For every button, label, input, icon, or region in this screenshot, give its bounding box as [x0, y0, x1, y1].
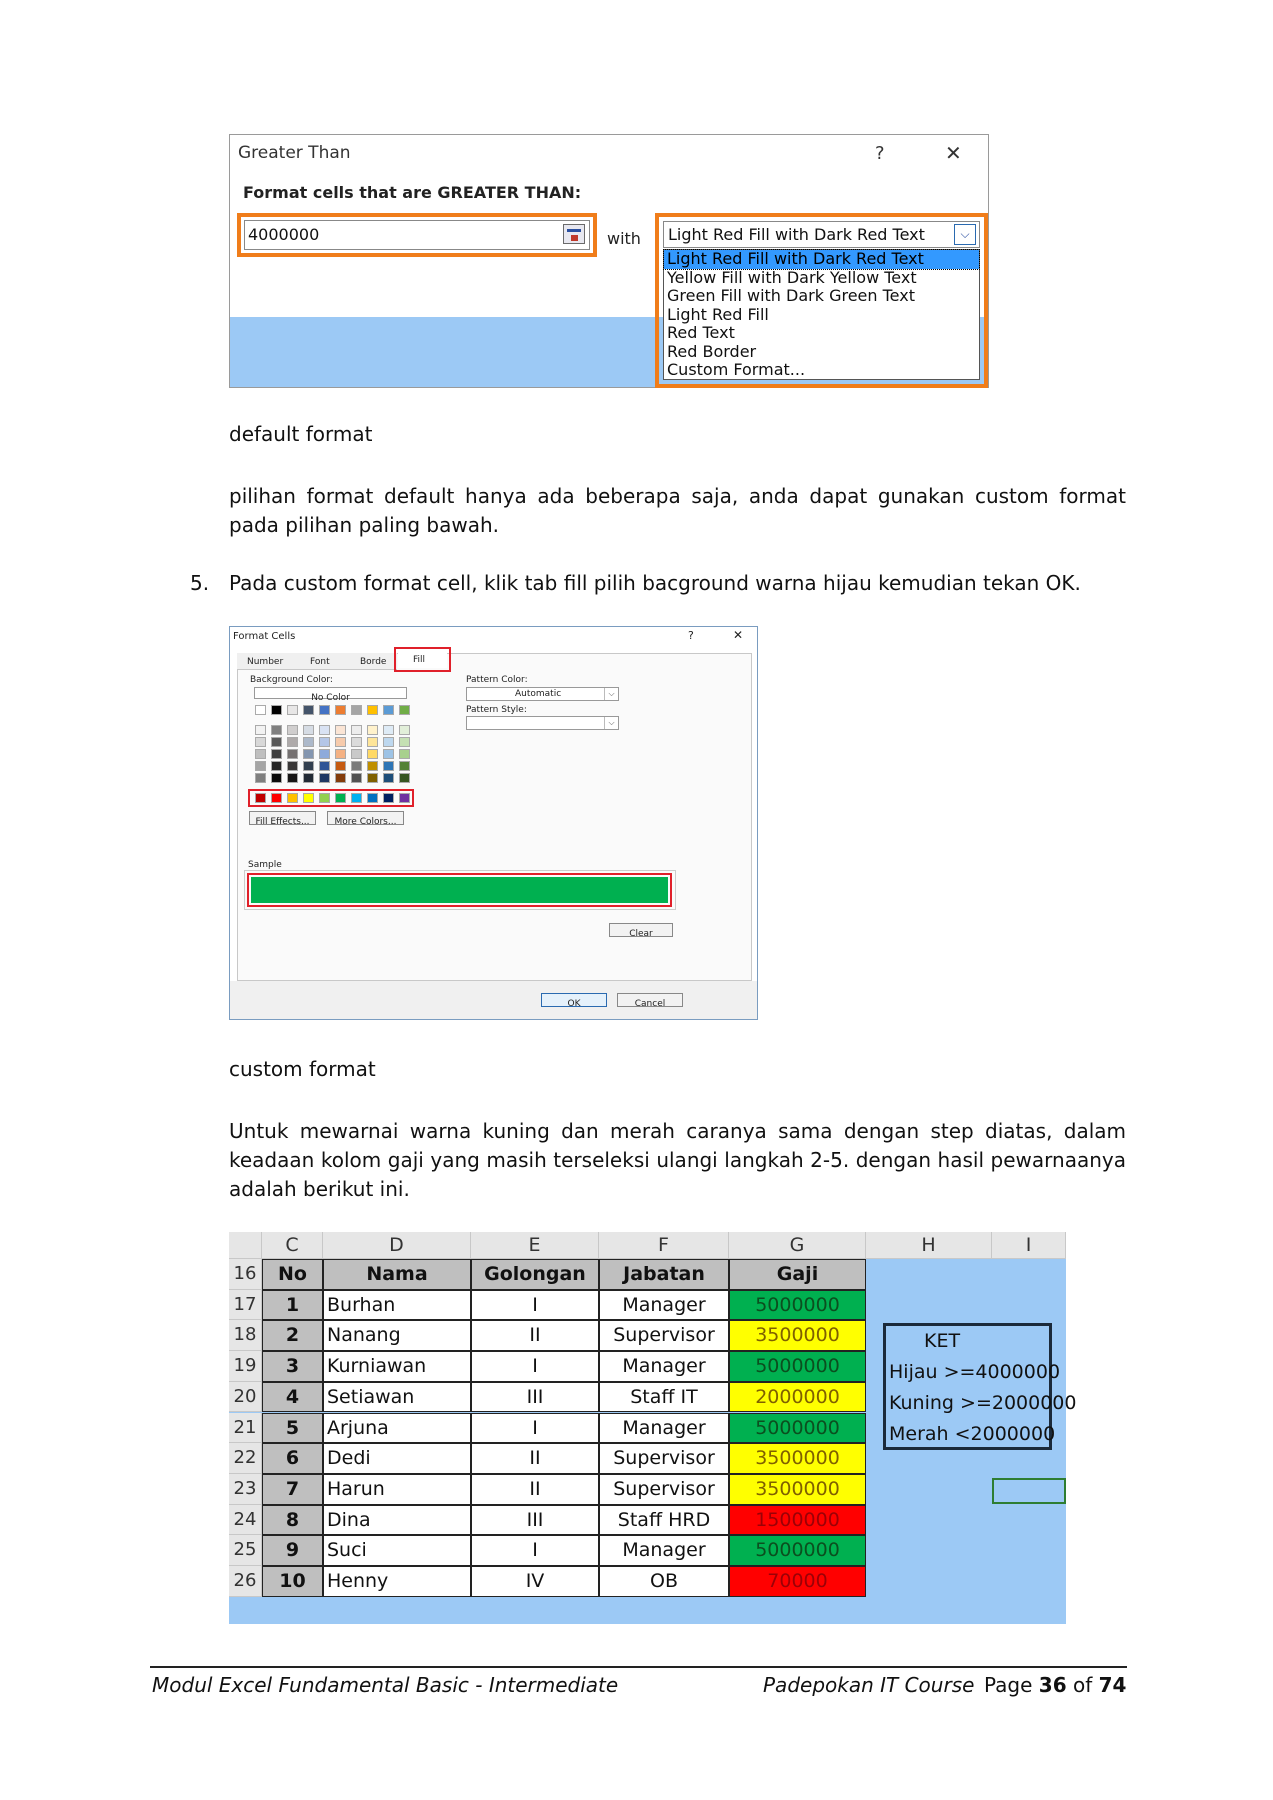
cell-golongan[interactable]: III	[471, 1505, 599, 1536]
cell-gaji[interactable]: 3500000	[729, 1320, 866, 1351]
color-swatch[interactable]	[319, 725, 330, 735]
color-swatch[interactable]	[255, 773, 266, 783]
color-swatch[interactable]	[303, 773, 314, 783]
format-option[interactable]: Red Border	[667, 341, 757, 361]
color-swatch[interactable]	[367, 725, 378, 735]
cell-golongan[interactable]: I	[471, 1290, 599, 1321]
table-header-cell[interactable]: Golongan	[471, 1259, 599, 1290]
more-colors-button[interactable]: More Colors...	[327, 811, 404, 825]
color-swatch[interactable]	[287, 725, 298, 735]
color-swatch[interactable]	[351, 761, 362, 771]
cell-gaji[interactable]: 3500000	[729, 1474, 866, 1505]
value-input[interactable]	[244, 220, 590, 250]
color-swatch[interactable]	[335, 705, 346, 715]
format-option[interactable]: Green Fill with Dark Green Text	[667, 286, 915, 305]
cell-nama[interactable]: Setiawan	[323, 1382, 471, 1413]
cell-nama[interactable]: Nanang	[323, 1320, 471, 1351]
row-header[interactable]: 25	[229, 1535, 262, 1566]
column-header[interactable]: F	[599, 1232, 729, 1259]
cell-jabatan[interactable]: Supervisor	[599, 1474, 729, 1505]
ket-legend	[883, 1323, 1077, 1450]
cell-no[interactable]: 10	[262, 1566, 323, 1597]
color-swatch[interactable]	[351, 749, 362, 759]
table-header-cell[interactable]: No	[262, 1259, 323, 1290]
row-header[interactable]: 22	[229, 1443, 262, 1474]
cell-nama[interactable]: Harun	[323, 1474, 471, 1505]
color-swatch[interactable]	[271, 725, 282, 735]
cancel-button[interactable]: Cancel	[617, 993, 683, 1007]
table-header-cell[interactable]: Gaji	[729, 1259, 866, 1290]
color-swatch[interactable]	[335, 725, 346, 735]
cell-gaji[interactable]: 3500000	[729, 1443, 866, 1474]
tab-fill[interactable]: Fill	[398, 650, 447, 668]
chevron-down-icon[interactable]: ⌵	[604, 688, 618, 700]
column-header[interactable]: G	[729, 1232, 866, 1259]
cell-nama[interactable]: Dedi	[323, 1443, 471, 1474]
color-swatch[interactable]	[335, 773, 346, 783]
fill-effects-button[interactable]: Fill Effects...	[249, 811, 316, 825]
color-swatch[interactable]	[399, 773, 410, 783]
ket-line: Kuning >=2000000	[889, 1391, 1077, 1414]
help-icon[interactable]: ?	[875, 143, 885, 164]
color-swatch[interactable]	[335, 749, 346, 759]
color-swatch[interactable]	[271, 761, 282, 771]
color-swatch[interactable]	[255, 725, 266, 735]
color-swatch[interactable]	[383, 773, 394, 783]
cell-gaji[interactable]: 5000000	[729, 1413, 866, 1444]
row-header[interactable]: 16	[229, 1259, 262, 1290]
pattern-style-label: Pattern Style:	[466, 705, 527, 715]
cell-jabatan[interactable]: Manager	[599, 1535, 729, 1566]
column-header[interactable]: H	[866, 1232, 992, 1259]
color-swatch[interactable]	[351, 737, 362, 747]
sheet-corner[interactable]	[229, 1232, 262, 1259]
sample-preview	[251, 877, 668, 903]
color-swatch[interactable]	[351, 725, 362, 735]
clear-button[interactable]: Clear	[609, 923, 673, 937]
format-select[interactable]	[663, 221, 980, 248]
cell-golongan[interactable]: I	[471, 1413, 599, 1444]
cell-jabatan[interactable]: Staff IT	[599, 1382, 729, 1413]
color-swatch[interactable]	[255, 749, 266, 759]
cell-no[interactable]: 6	[262, 1443, 323, 1474]
ket-line: Hijau >=4000000	[889, 1361, 1061, 1384]
paragraph-2: Untuk mewarnai warna kuning dan merah caranya sama dengan step diatas, dalam keadaan kolom gaji yang masih terseleksi ulangi langkah 2-5. dengan hasil pewarnaanya adalah berikut ini.	[229, 1119, 1126, 1201]
color-swatch[interactable]	[271, 749, 282, 759]
color-swatch[interactable]	[335, 761, 346, 771]
cell-nama[interactable]: Burhan	[323, 1290, 471, 1321]
color-swatch[interactable]	[383, 749, 394, 759]
column-header[interactable]: C	[262, 1232, 323, 1259]
color-swatch[interactable]	[367, 737, 378, 747]
cell-golongan[interactable]: IV	[471, 1566, 599, 1597]
color-swatch[interactable]	[351, 705, 362, 715]
color-swatch[interactable]	[255, 761, 266, 771]
column-header[interactable]: E	[471, 1232, 599, 1259]
paragraph-1: pilihan format default hanya ada beberapa saja, anda dapat gunakan custom format pada pilihan paling bawah.	[229, 484, 1126, 537]
color-swatch[interactable]	[287, 773, 298, 783]
standard-colors-highlight	[248, 789, 414, 807]
color-swatch[interactable]	[319, 705, 330, 715]
format-select-value: Light Red Fill with Dark Red Text	[668, 225, 925, 244]
color-swatch[interactable]	[367, 705, 378, 715]
color-swatch[interactable]	[335, 737, 346, 747]
footer-module-title: Modul Excel Fundamental Basic - Intermediate	[152, 1673, 619, 1697]
format-option[interactable]: Light Red Fill	[667, 304, 769, 324]
color-swatch[interactable]	[367, 773, 378, 783]
ket-title: KET	[924, 1330, 961, 1353]
row-header[interactable]: 26	[229, 1566, 262, 1597]
color-swatch[interactable]	[383, 737, 394, 747]
row-header[interactable]: 18	[229, 1320, 262, 1351]
color-swatch[interactable]	[287, 737, 298, 747]
color-swatch[interactable]	[303, 761, 314, 771]
ket-line: Merah <2000000	[889, 1422, 1056, 1445]
format-option[interactable]: Red Text	[667, 323, 735, 342]
dialog-title: Greater Than	[238, 143, 351, 163]
tab-number[interactable]: Number	[247, 657, 284, 667]
row-header[interactable]: 19	[229, 1351, 262, 1382]
greater-than-dialog	[229, 134, 989, 388]
color-swatch[interactable]	[303, 725, 314, 735]
color-swatch[interactable]	[383, 705, 394, 715]
cell-gaji[interactable]: 2000000	[729, 1382, 866, 1413]
color-swatch[interactable]	[367, 749, 378, 759]
color-swatch[interactable]	[287, 749, 298, 759]
cell-jabatan[interactable]: Supervisor	[599, 1320, 729, 1351]
cell-golongan[interactable]: II	[471, 1320, 599, 1351]
cell-no[interactable]: 7	[262, 1474, 323, 1505]
cell-jabatan[interactable]: Manager	[599, 1351, 729, 1382]
ok-button[interactable]: OK	[541, 993, 607, 1007]
close-icon[interactable]: ✕	[945, 141, 962, 165]
color-swatch[interactable]	[399, 705, 410, 715]
cell-gaji[interactable]: 70000	[729, 1566, 866, 1597]
cell-jabatan[interactable]: OB	[599, 1566, 729, 1597]
cell-no[interactable]: 3	[262, 1351, 323, 1382]
color-swatch[interactable]	[255, 705, 266, 715]
cell-no[interactable]: 8	[262, 1505, 323, 1536]
format-option[interactable]: Custom Format...	[667, 360, 806, 379]
format-cells-dialog	[229, 626, 758, 1020]
cell-jabatan[interactable]: Manager	[599, 1290, 729, 1321]
page-number: Page 36 of 74	[984, 1673, 1127, 1697]
color-swatch[interactable]	[399, 761, 410, 771]
color-swatch[interactable]	[271, 705, 282, 715]
cell-nama[interactable]: Dina	[323, 1505, 471, 1536]
tab-font[interactable]: Font	[310, 657, 330, 667]
close-icon[interactable]: ✕	[733, 628, 744, 642]
no-color-button[interactable]: No Color	[254, 687, 407, 699]
chevron-down-icon[interactable]: ⌵	[604, 717, 618, 729]
spreadsheet-result	[229, 1232, 1077, 1624]
chevron-down-icon[interactable]: ⌵	[954, 224, 976, 245]
cell-gaji[interactable]: 5000000	[729, 1535, 866, 1566]
color-swatch[interactable]	[255, 737, 266, 747]
format-option[interactable]: Light Red Fill with Dark Red Text	[664, 250, 979, 269]
cell-golongan[interactable]: III	[471, 1382, 599, 1413]
format-cells-title: Format Cells	[233, 631, 296, 642]
cell-no[interactable]: 2	[262, 1320, 323, 1351]
format-option[interactable]: Yellow Fill with Dark Yellow Text	[667, 267, 917, 287]
fill-tab-highlight	[394, 647, 451, 672]
row-header[interactable]: 21	[229, 1413, 262, 1444]
cell-golongan[interactable]: I	[471, 1351, 599, 1382]
sample-label: Sample	[248, 860, 282, 870]
cell-golongan[interactable]: II	[471, 1474, 599, 1505]
color-swatch[interactable]	[303, 749, 314, 759]
range-select-icon[interactable]	[563, 224, 585, 244]
color-swatch[interactable]	[319, 773, 330, 783]
with-label: with	[607, 229, 641, 248]
pattern-style-select[interactable]	[466, 716, 619, 730]
color-swatch[interactable]	[287, 705, 298, 715]
caption-default-format: default format	[229, 422, 373, 446]
footer-course: Padepokan IT Course	[763, 1673, 975, 1697]
row-header[interactable]: 17	[229, 1290, 262, 1321]
color-swatch[interactable]	[383, 725, 394, 735]
cell-nama[interactable]: Suci	[323, 1535, 471, 1566]
cell-golongan[interactable]: II	[471, 1443, 599, 1474]
color-swatch[interactable]	[351, 773, 362, 783]
row-header[interactable]: 23	[229, 1474, 262, 1505]
cell-golongan[interactable]: I	[471, 1535, 599, 1566]
color-swatch[interactable]	[303, 737, 314, 747]
color-swatch[interactable]	[399, 725, 410, 735]
cell-jabatan[interactable]: Supervisor	[599, 1443, 729, 1474]
caption-custom-format: custom format	[229, 1057, 376, 1081]
color-swatch[interactable]	[271, 737, 282, 747]
color-swatch[interactable]	[399, 737, 410, 747]
cell-gaji[interactable]: 5000000	[729, 1290, 866, 1321]
cell-no[interactable]: 1	[262, 1290, 323, 1321]
cell-gaji[interactable]: 1500000	[729, 1505, 866, 1536]
color-swatch[interactable]	[383, 761, 394, 771]
cell-nama[interactable]: Henny	[323, 1566, 471, 1597]
cell-jabatan[interactable]: Manager	[599, 1413, 729, 1444]
help-icon[interactable]: ?	[688, 629, 694, 642]
background-color-label: Background Color:	[250, 675, 333, 685]
color-swatch[interactable]	[399, 749, 410, 759]
column-header[interactable]: D	[323, 1232, 471, 1259]
color-swatch[interactable]	[367, 761, 378, 771]
table-header-cell[interactable]: Jabatan	[599, 1259, 729, 1290]
cell-no[interactable]: 5	[262, 1413, 323, 1444]
cell-no[interactable]: 4	[262, 1382, 323, 1413]
color-swatch[interactable]	[319, 761, 330, 771]
cell-jabatan[interactable]: Staff HRD	[599, 1505, 729, 1536]
cell-no[interactable]: 9	[262, 1535, 323, 1566]
cell-gaji[interactable]: 5000000	[729, 1351, 866, 1382]
row-header[interactable]: 20	[229, 1382, 262, 1413]
format-options-list[interactable]	[663, 249, 980, 380]
active-cell[interactable]	[992, 1478, 1066, 1504]
cell-nama[interactable]: Arjuna	[323, 1413, 471, 1444]
footer-rule	[150, 1666, 1127, 1668]
pattern-color-select[interactable]: Automatic ⌵	[466, 687, 619, 701]
column-header[interactable]: I	[992, 1232, 1066, 1259]
step-text: Pada custom format cell, klik tab fill pilih bacground warna hijau kemudian tekan OK.	[229, 571, 1081, 595]
tab-border[interactable]: Borde	[360, 657, 387, 667]
table-header-cell[interactable]: Nama	[323, 1259, 471, 1290]
color-swatch[interactable]	[319, 749, 330, 759]
color-swatch[interactable]	[303, 705, 314, 715]
pattern-color-label: Pattern Color:	[466, 675, 528, 685]
value-text: 4000000	[248, 225, 320, 244]
color-swatch[interactable]	[319, 737, 330, 747]
color-swatch[interactable]	[287, 761, 298, 771]
format-label: Format cells that are GREATER THAN:	[243, 183, 582, 202]
row-header[interactable]: 24	[229, 1505, 262, 1536]
color-swatch[interactable]	[271, 773, 282, 783]
step-number: 5.	[190, 571, 210, 595]
cell-nama[interactable]: Kurniawan	[323, 1351, 471, 1382]
